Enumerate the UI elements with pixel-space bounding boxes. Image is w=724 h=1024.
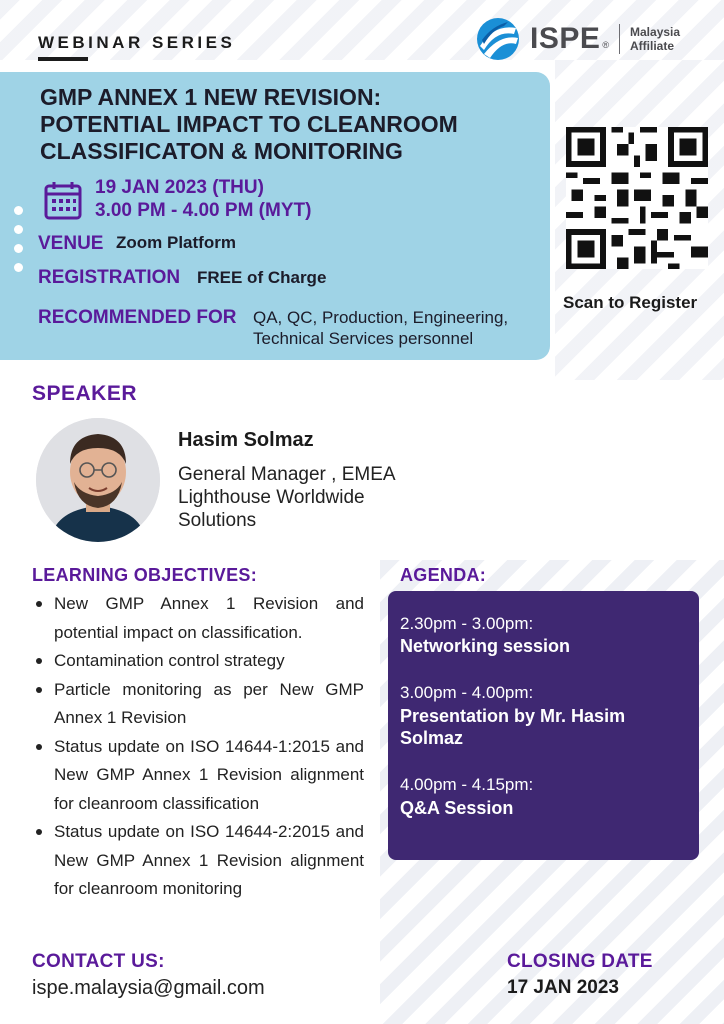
registration-value: FREE of Charge [197, 268, 327, 287]
agenda-item-time: 3.00pm - 4.00pm: [400, 683, 534, 702]
event-time: 3.00 PM - 4.00 PM (MYT) [95, 200, 312, 221]
closing-date: 17 JAN 2023 [507, 977, 619, 998]
recommended-value [253, 307, 543, 349]
agenda-item-time: 4.00pm - 4.15pm: [400, 775, 534, 794]
qr-code[interactable] [566, 127, 708, 269]
registration-label: REGISTRATION [38, 267, 181, 288]
series-label: WEBINAR SERIES [38, 33, 236, 52]
agenda-item-title: Presentation by Mr. Hasim Solmaz [400, 706, 626, 748]
logo-affiliate [630, 25, 680, 53]
recommended-line2: Technical Services personnel [253, 329, 474, 348]
decor-dot [14, 225, 23, 234]
calendar-icon [44, 180, 82, 220]
series-underline [38, 57, 88, 61]
logo-divider [619, 24, 620, 54]
speaker-name: Hasim Solmaz [178, 429, 314, 451]
speaker-title-line1: General Manager , EMEA [178, 464, 396, 485]
decor-dot [14, 244, 23, 253]
venue-value: Zoom Platform [116, 233, 236, 252]
logo-wordmark: ISPE [530, 22, 601, 55]
ispe-logo-mark-icon [474, 16, 522, 62]
decor-dot [14, 206, 23, 215]
agenda-item-time: 2.30pm - 3.00pm: [400, 614, 534, 633]
agenda-heading: AGENDA: [400, 565, 487, 585]
speaker-avatar-icon [36, 418, 160, 542]
speaker-heading: SPEAKER [32, 382, 138, 405]
objectives-heading: LEARNING OBJECTIVES: [32, 565, 258, 585]
objective-item: Contamination control strategy [32, 647, 364, 676]
event-title [40, 84, 540, 165]
speaker-title-line2: Lighthouse Worldwide [178, 487, 365, 508]
agenda-item-title: Q&A Session [400, 798, 514, 818]
recommended-label: RECOMMENDED FOR [38, 307, 237, 328]
qr-caption: Scan to Register [563, 293, 698, 312]
objective-item: New GMP Annex 1 Revision and potential impact on classification. [32, 590, 364, 647]
recommended-line1: QA, QC, Production, Engineering, [253, 308, 509, 327]
event-title-line1: GMP ANNEX 1 NEW REVISION: [40, 84, 382, 110]
objectives-list [32, 590, 364, 904]
event-title-line2: POTENTIAL IMPACT TO CLEANROOM [40, 111, 458, 137]
speaker-avatar [36, 418, 160, 542]
logo-registered-mark: ® [602, 40, 610, 50]
decor-dot [14, 263, 23, 272]
contact-heading: CONTACT US: [32, 951, 165, 972]
objective-item: Status update on ISO 14644-2:2015 and New GMP Annex 1 Revision alignment for cleanroom monitoring [32, 818, 364, 904]
objective-item: Status update on ISO 14644-1:2015 and New GMP Annex 1 Revision alignment for cleanroom classification [32, 733, 364, 819]
logo-affiliate-line2: Affiliate [630, 39, 675, 53]
logo-affiliate-line1: Malaysia [630, 25, 681, 39]
event-title-line3: CLASSIFICATON & MONITORING [40, 138, 403, 164]
closing-date-heading: CLOSING DATE [507, 951, 653, 972]
speaker-title [178, 463, 438, 532]
ispe-logo [474, 16, 704, 62]
agenda-item-title: Networking session [400, 636, 571, 656]
event-date: 19 JAN 2023 (THU) [95, 177, 264, 198]
objective-item: Particle monitoring as per New GMP Annex 1 Revision [32, 676, 364, 733]
contact-email[interactable]: ispe.malaysia@gmail.com [32, 977, 265, 999]
speaker-title-line3: Solutions [178, 510, 257, 531]
venue-label: VENUE [38, 233, 104, 254]
